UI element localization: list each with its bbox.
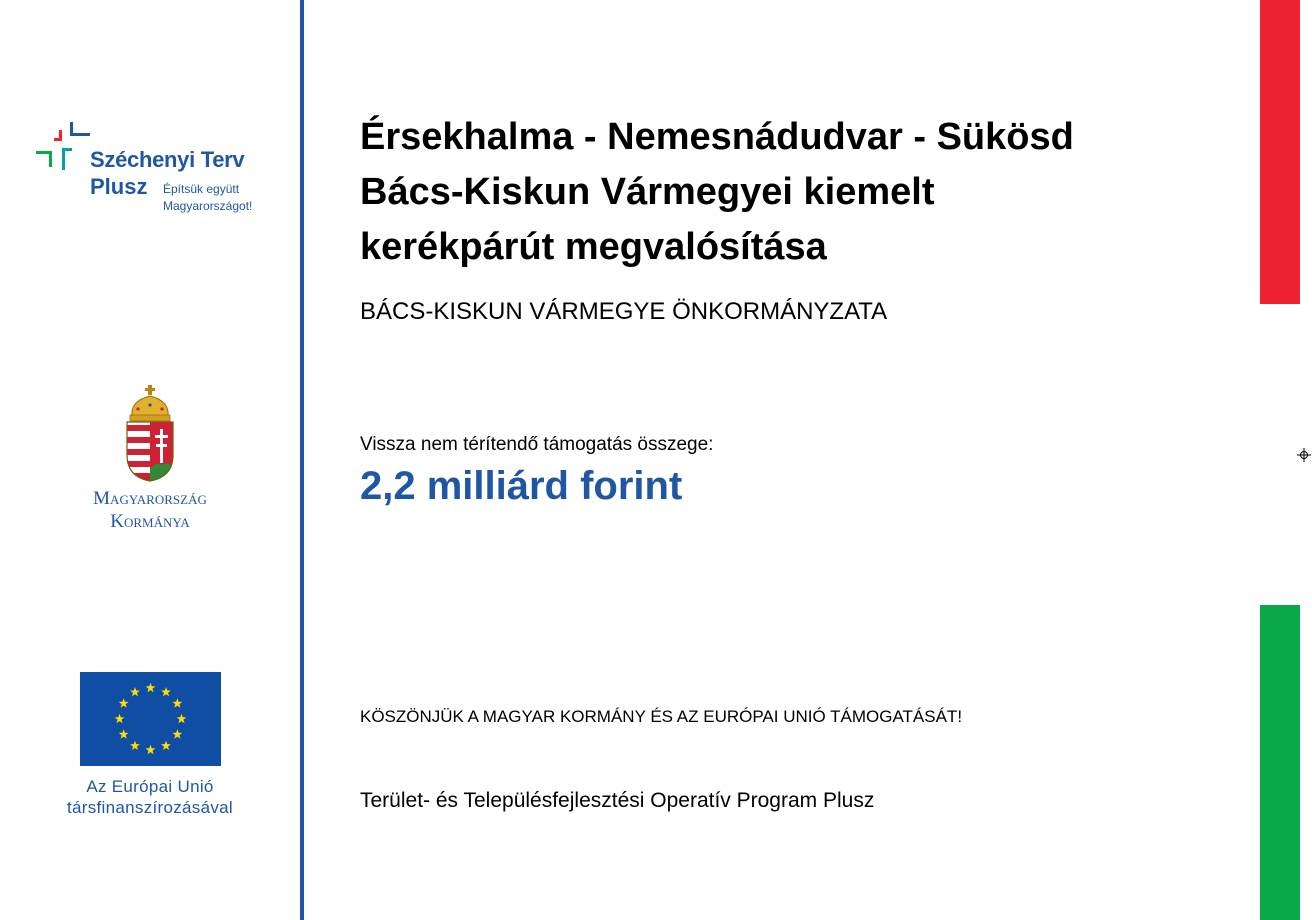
- szechenyi-cross-icon: [34, 120, 94, 180]
- szechenyi-plus: Plusz: [90, 174, 148, 199]
- grant-amount: 2,2 milliárd forint: [360, 464, 683, 508]
- eu-line-1: Az Európai Unió: [86, 777, 214, 796]
- szechenyi-slogan-line-2: Magyarországot!: [163, 199, 253, 213]
- program-name: Terület- és Településfejlesztési Operatív Program Plusz: [360, 789, 875, 812]
- project-title-line-1: Érsekhalma - Nemesnádudvar - Sükösd: [360, 116, 1074, 158]
- szechenyi-slogan-line-1: Építsük együtt: [163, 182, 240, 196]
- vertical-divider: [300, 0, 304, 920]
- eu-logo-text: [30, 776, 270, 818]
- project-title-line-3: kerékpárút megvalósítása: [360, 226, 827, 268]
- szechenyi-logo: [34, 120, 284, 220]
- project-title: [360, 110, 1240, 275]
- szechenyi-name: Széchenyi Terv: [90, 147, 245, 172]
- flag-stripe-red: [1260, 0, 1300, 304]
- eu-line-2: társfinanszírozásával: [67, 798, 233, 817]
- szechenyi-slogan: [163, 181, 252, 215]
- project-title-line-2: Bács-Kiskun Vármegyei kiemelt: [360, 171, 935, 213]
- government-line-2: Kormánya: [110, 511, 190, 532]
- crosshair-icon: [1297, 448, 1311, 462]
- grant-label: Vissza nem térítendő támogatás összege:: [360, 434, 714, 455]
- government-logo-text: [40, 487, 260, 533]
- thanks-message: KÖSZÖNJÜK A MAGYAR KORMÁNY ÉS AZ EURÓPAI UNIÓ TÁMOGATÁSÁT!: [360, 707, 963, 726]
- flag-stripe-green: [1260, 605, 1300, 920]
- beneficiary: BÁCS-KISKUN VÁRMEGYE ÖNKORMÁNYZATA: [360, 298, 888, 325]
- eu-flag-icon: [80, 672, 221, 766]
- hungarian-coat-of-arms-icon: [124, 385, 176, 483]
- government-line-1: Magyarország: [93, 488, 207, 509]
